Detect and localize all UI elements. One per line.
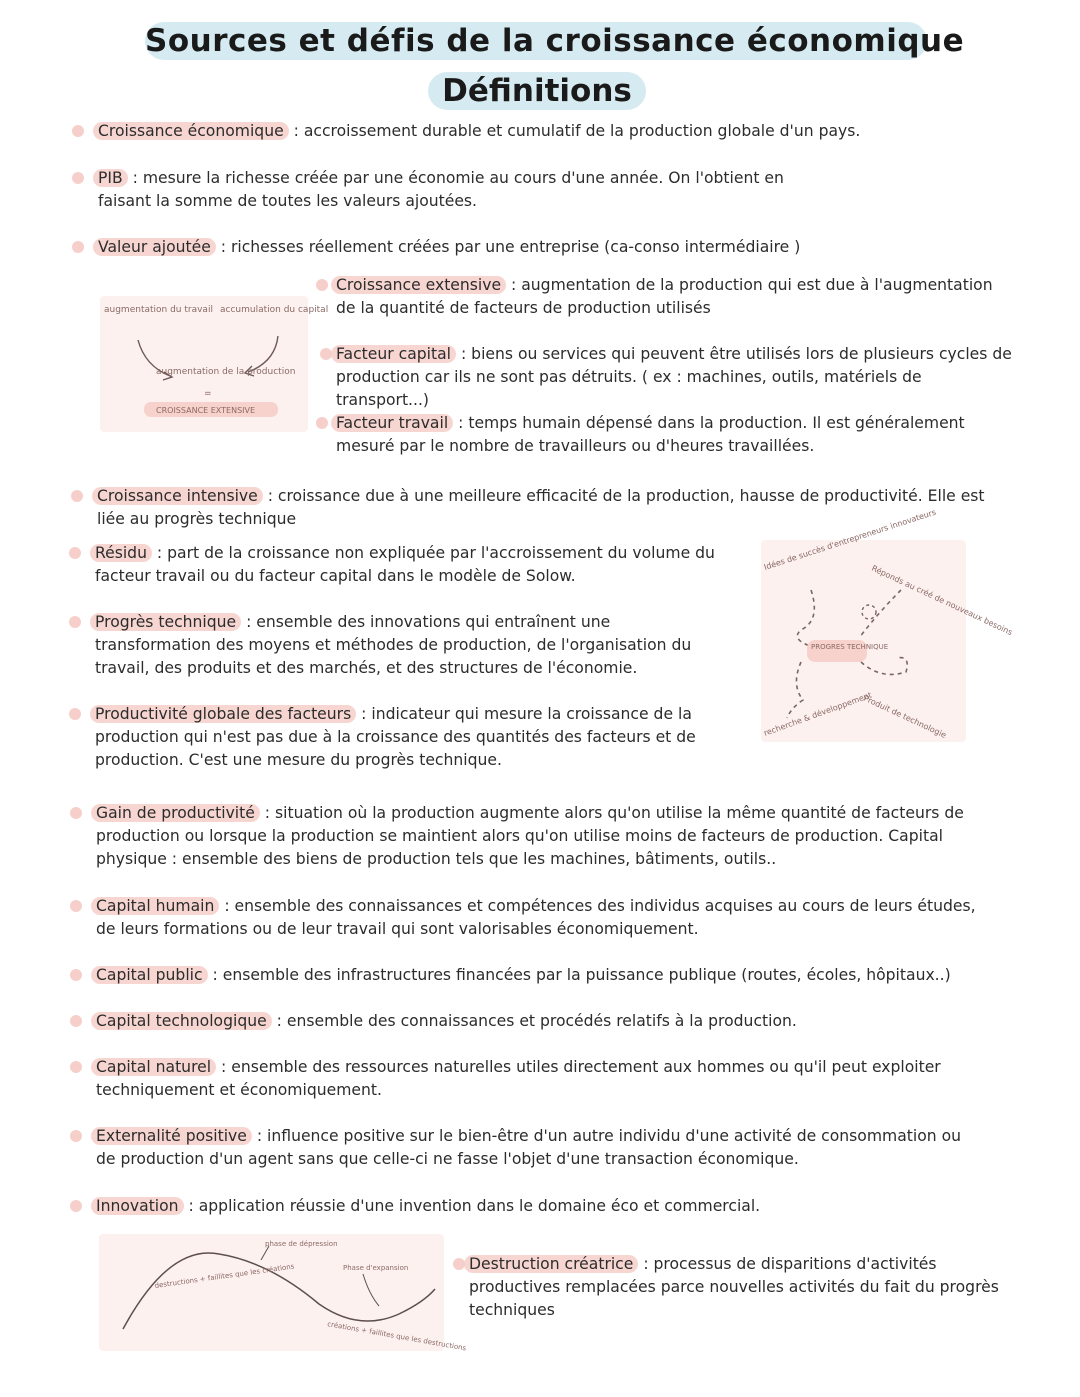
- definition-text: : accroissement durable et cumulatif de la production globale d'un pays.: [288, 122, 861, 140]
- dashed-path: [787, 662, 803, 718]
- bullet-icon: [69, 547, 81, 559]
- definition-item: [336, 274, 1016, 320]
- bullet-icon: [320, 348, 332, 360]
- bullet-icon: [70, 807, 82, 819]
- bullet-icon: [72, 125, 84, 137]
- definition-item: [98, 167, 818, 213]
- dashed-path: [861, 658, 907, 675]
- definition-item: [98, 120, 998, 143]
- definition-text: : part de la croissance non expliquée par l'accroissement du volume du facteur travail ou du facteur capital dans le modèle de Solow.: [95, 544, 715, 585]
- diagram-label: accumulation du capital: [220, 305, 329, 315]
- diagram-label: phase de dépression: [265, 1240, 338, 1248]
- definition-text: : influence positive sur le bien-être d'un autre individu d'une activité de consommation ou de production d'un agent sans que celle-ci ne fasse l'objet d'une transaction économique.: [96, 1127, 962, 1168]
- definition-term: Croissance extensive: [331, 276, 506, 294]
- definition-term: Destruction créatrice: [464, 1255, 638, 1273]
- definition-term: Capital technologique: [91, 1012, 272, 1030]
- definition-item: [96, 1010, 996, 1033]
- definition-term: Capital naturel: [91, 1058, 216, 1076]
- definition-item: [96, 1195, 996, 1218]
- bullet-icon: [71, 490, 83, 502]
- definition-term: Croissance économique: [93, 122, 289, 140]
- page-title: Sources et défis de la croissance économique: [145, 23, 965, 59]
- definition-text: : mesure la richesse créée par une économie au cours d'une année. On l'obtient en faisant la somme de toutes les valeurs ajoutées.: [98, 169, 784, 210]
- definition-term: Externalité positive: [91, 1127, 252, 1145]
- bullet-icon: [72, 172, 84, 184]
- definition-text: : ensemble des connaissances et compétences des individus acquises au cours de leurs études, de leurs formations ou de leur travail qui sont valorisables économiquement.: [96, 897, 976, 938]
- definition-text: : ensemble des infrastructures financées par la puissance publique (routes, écoles, hôpitaux..): [207, 966, 951, 984]
- definition-term: Gain de productivité: [91, 804, 260, 822]
- definition-term: Croissance intensive: [92, 487, 263, 505]
- definition-term: Facteur capital: [331, 345, 456, 363]
- definition-item: [95, 703, 715, 772]
- bullet-icon: [316, 417, 328, 429]
- diagram-label: CROISSANCE EXTENSIVE: [156, 406, 256, 415]
- definition-term: Innovation: [91, 1197, 184, 1215]
- definition-text: : temps humain dépensé dans la production. Il est généralement mesuré par le nombre de travailleurs ou d'heures travaillées.: [336, 414, 965, 455]
- definition-term: Capital public: [91, 966, 208, 984]
- section-subtitle: Définitions: [428, 72, 646, 110]
- dashed-path: [797, 590, 816, 648]
- diagram-label: Phase d'expansion: [343, 1264, 409, 1272]
- definition-term: Résidu: [90, 544, 152, 562]
- dashed-path: [859, 590, 901, 638]
- bullet-icon: [316, 279, 328, 291]
- bullet-icon: [70, 969, 82, 981]
- bullet-icon: [70, 1015, 82, 1027]
- definition-term: Productivité globale des facteurs: [90, 705, 356, 723]
- definition-item: [96, 802, 976, 871]
- technical-progress-diagram: [761, 507, 1014, 742]
- arrow-icon: [363, 1274, 379, 1306]
- definition-item: [336, 412, 1016, 458]
- definition-text: : processus de disparitions d'activités productives remplacées parce nouvelles activités du fait du progrès techniques: [469, 1255, 999, 1319]
- bullet-icon: [70, 1200, 82, 1212]
- definition-text: : application réussie d'une invention dans le domaine éco et commercial.: [183, 1197, 761, 1215]
- definition-item: [95, 611, 715, 680]
- definition-item: [96, 964, 996, 987]
- diagram-label: augmentation du travail: [104, 305, 213, 315]
- diagram-label: augmentation de la production: [156, 367, 296, 377]
- definition-item: [469, 1253, 1009, 1322]
- definition-text: : ensemble des ressources naturelles utiles directement aux hommes ou qu'il peut exploiter techniquement et économiquement.: [96, 1058, 941, 1099]
- definition-item: [96, 1125, 976, 1171]
- creative-destruction-diagram: [99, 1234, 467, 1353]
- definition-text: : croissance due à une meilleure efficacité de la production, hausse de productivité. Elle est liée au progrès technique: [97, 487, 985, 528]
- definition-item: [96, 1056, 956, 1102]
- definition-term: Progrès technique: [90, 613, 241, 631]
- definition-item: [96, 895, 996, 941]
- diagram-label: Réponds au créé de nouveaux besoins: [870, 563, 1014, 638]
- bullet-icon: [453, 1258, 465, 1270]
- definition-item: [95, 542, 715, 588]
- diagram-label: =: [204, 389, 212, 399]
- bullet-icon: [70, 900, 82, 912]
- bullet-icon: [70, 1061, 82, 1073]
- definition-term: Capital humain: [91, 897, 219, 915]
- definition-text: : biens ou services qui peuvent être utilisés lors de plusieurs cycles de production car ils ne sont pas détruits. ( ex : machines, outils, matériels de transport...): [336, 345, 1012, 409]
- arrow-icon: [261, 1246, 269, 1260]
- definition-item: [98, 236, 998, 259]
- definition-text: : situation où la production augmente alors qu'on utilise la même quantité de facteurs de production ou lorsque la production se maintient alors qu'on utilise moins de facteurs de production. Capital physique : ensemble des biens de production tels que les machines, bâtiments, outils..: [96, 804, 964, 868]
- bullet-icon: [72, 241, 84, 253]
- definition-item: [97, 485, 997, 531]
- definition-text: : indicateur qui mesure la croissance de la production qui n'est pas due à la croissance des quantités des facteurs et de production. C'est une mesure du progrès technique.: [95, 705, 696, 769]
- bullet-icon: [69, 616, 81, 628]
- definition-item: [336, 343, 1016, 412]
- definition-text: : ensemble des connaissances et procédés relatifs à la production.: [271, 1012, 797, 1030]
- extensive-growth-diagram: [100, 296, 329, 432]
- definition-term: Facteur travail: [331, 414, 453, 432]
- diagram-label: recherche & développement: [762, 690, 873, 738]
- definition-term: PIB: [93, 169, 128, 187]
- definition-text: : ensemble des innovations qui entraînent une transformation des moyens et méthodes de production, de l'organisation du travail, des produits et des marchés, et des structures de l'économie.: [95, 613, 692, 677]
- diagram-label: Idées de succès d'entrepreneurs innovateurs: [762, 507, 938, 572]
- definition-term: Valeur ajoutée: [93, 238, 216, 256]
- diagram-label: destructions + faillites que les créations: [154, 1262, 295, 1290]
- definition-text: : richesses réellement créées par une entreprise (ca-conso intermédiaire ): [215, 238, 801, 256]
- definition-text: : augmentation de la production qui est due à l'augmentation de la quantité de facteurs de production utilisés: [336, 276, 993, 317]
- diagram-label: créations + faillites que les destructions: [326, 1320, 467, 1353]
- diagram-label: Produit de technologie: [862, 693, 948, 740]
- diagram-center-label: PROGRES TECHNIQUE: [811, 643, 889, 651]
- bullet-icon: [69, 708, 81, 720]
- bullet-icon: [70, 1130, 82, 1142]
